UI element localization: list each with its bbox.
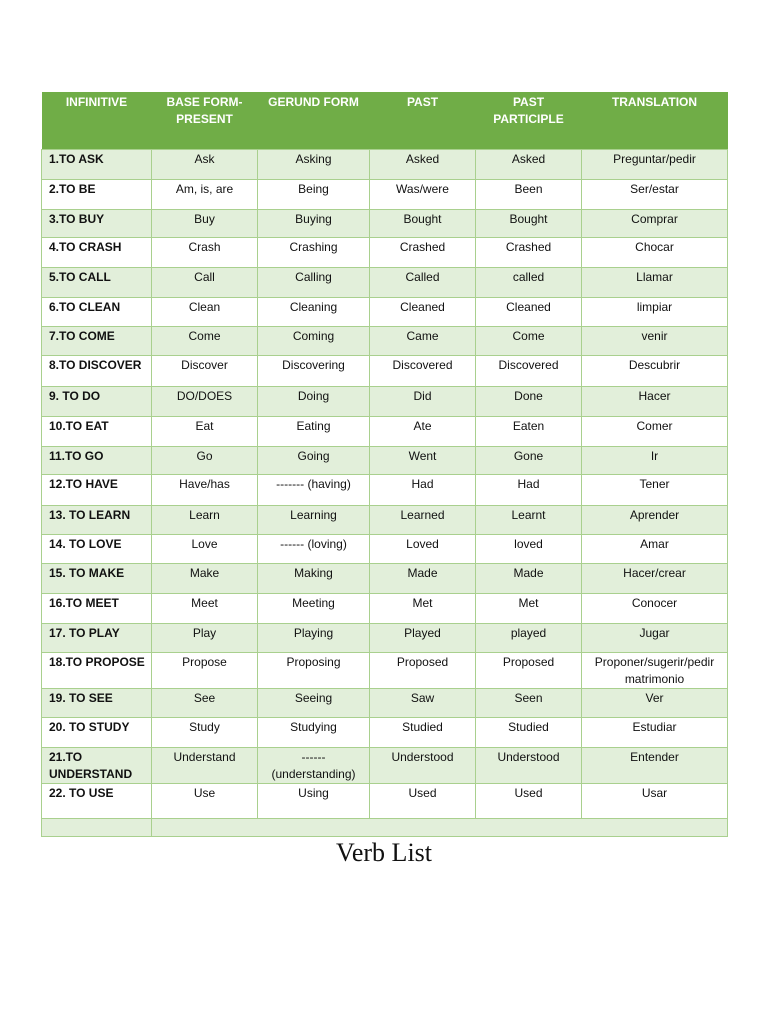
cell-base-form-present: Learn [152, 505, 258, 534]
table-row [42, 179, 728, 209]
cell-translation: Chocar [582, 237, 728, 267]
verb-table [41, 92, 728, 837]
cell-translation: Amar [582, 534, 728, 563]
cell-gerund-form: ------ (loving) [258, 534, 370, 563]
header-past-participle: PAST PARTICIPLE [476, 92, 582, 149]
cell-base-form-present: Propose [152, 652, 258, 688]
cell-translation: Tener [582, 474, 728, 505]
table-row [42, 416, 728, 446]
cell-gerund-form: Making [258, 563, 370, 593]
cell-translation: Aprender [582, 505, 728, 534]
table-row [42, 534, 728, 563]
cell-past: Was/were [370, 179, 476, 209]
cell-gerund-form: Crashing [258, 237, 370, 267]
cell-translation: Hacer [582, 386, 728, 416]
cell-base-form-present: Crash [152, 237, 258, 267]
cell-translation: Estudiar [582, 717, 728, 747]
cell-past-participle: Seen [476, 688, 582, 717]
cell-translation: Usar [582, 783, 728, 818]
cell-past-participle: Proposed [476, 652, 582, 688]
cell-infinitive: 14. TO LOVE [42, 534, 152, 563]
cell-translation: venir [582, 326, 728, 355]
cell-past: Bought [370, 209, 476, 237]
cell-base-form-present: Make [152, 563, 258, 593]
cell-infinitive: 4.TO CRASH [42, 237, 152, 267]
table-row [42, 474, 728, 505]
cell-gerund-form: Playing [258, 623, 370, 652]
cell-gerund-form: Studying [258, 717, 370, 747]
cell-past: Crashed [370, 237, 476, 267]
cell-infinitive: 9. TO DO [42, 386, 152, 416]
cell-base-form-present: Love [152, 534, 258, 563]
cell-infinitive: 21.TO UNDERSTAND [42, 747, 152, 783]
cell-past: Had [370, 474, 476, 505]
cell-gerund-form: Being [258, 179, 370, 209]
cell-infinitive: 13. TO LEARN [42, 505, 152, 534]
table-row [42, 446, 728, 474]
cell-gerund-form: Discovering [258, 355, 370, 386]
table-row [42, 355, 728, 386]
cell-past: Discovered [370, 355, 476, 386]
cell-base-form-present: Discover [152, 355, 258, 386]
cell-base-form-present: Eat [152, 416, 258, 446]
table-row [42, 267, 728, 297]
cell-base-form-present: Come [152, 326, 258, 355]
cell-base-form-present: Call [152, 267, 258, 297]
cell-base-form-present: Use [152, 783, 258, 818]
cell-translation: Comprar [582, 209, 728, 237]
cell-past-participle: Eaten [476, 416, 582, 446]
table-row [42, 149, 728, 179]
cell-infinitive: 11.TO GO [42, 446, 152, 474]
cell-past: Asked [370, 149, 476, 179]
cell-translation: Proponer/sugerir/pedir matrimonio [582, 652, 728, 688]
cell-infinitive: 2.TO BE [42, 179, 152, 209]
cell-gerund-form: Buying [258, 209, 370, 237]
table-row [42, 623, 728, 652]
cell-past-participle: Asked [476, 149, 582, 179]
cell-past-participle: called [476, 267, 582, 297]
cell-past: Did [370, 386, 476, 416]
cell-gerund-form: Asking [258, 149, 370, 179]
cell-past: Cleaned [370, 297, 476, 326]
cell-past-participle: Learnt [476, 505, 582, 534]
cell-base-form-present: Understand [152, 747, 258, 783]
cell-translation: Hacer/crear [582, 563, 728, 593]
cell-infinitive: 10.TO EAT [42, 416, 152, 446]
table-row [42, 297, 728, 326]
cell-past-participle: Been [476, 179, 582, 209]
table-row [42, 386, 728, 416]
cell-past: Called [370, 267, 476, 297]
cell-past: Ate [370, 416, 476, 446]
cell-gerund-form: ------ (understanding) [258, 747, 370, 783]
cell-gerund-form: Learning [258, 505, 370, 534]
cell-gerund-form: Seeing [258, 688, 370, 717]
cell-past-participle: Cleaned [476, 297, 582, 326]
cell-gerund-form: Proposing [258, 652, 370, 688]
cell-base-form-present: Study [152, 717, 258, 747]
empty-cell [42, 818, 152, 836]
cell-past: Proposed [370, 652, 476, 688]
cell-past: Understood [370, 747, 476, 783]
table-row [42, 747, 728, 783]
header-gerund-form: GERUND FORM [258, 92, 370, 149]
table-row [42, 237, 728, 267]
cell-infinitive: 7.TO COME [42, 326, 152, 355]
cell-past-participle: Made [476, 563, 582, 593]
cell-base-form-present: Go [152, 446, 258, 474]
cell-past-participle: Done [476, 386, 582, 416]
cell-infinitive: 1.TO ASK [42, 149, 152, 179]
header-past: PAST [370, 92, 476, 149]
cell-past: Went [370, 446, 476, 474]
cell-past-participle: Met [476, 593, 582, 623]
table-row [42, 593, 728, 623]
empty-cell [152, 818, 728, 836]
cell-gerund-form: Doing [258, 386, 370, 416]
cell-base-form-present: Ask [152, 149, 258, 179]
cell-base-form-present: Am, is, are [152, 179, 258, 209]
table-row [42, 563, 728, 593]
cell-base-form-present: DO/DOES [152, 386, 258, 416]
cell-past-participle: Understood [476, 747, 582, 783]
cell-past: Loved [370, 534, 476, 563]
cell-translation: Jugar [582, 623, 728, 652]
cell-infinitive: 8.TO DISCOVER [42, 355, 152, 386]
cell-infinitive: 20. TO STUDY [42, 717, 152, 747]
header-infinitive: INFINITIVE [42, 92, 152, 149]
cell-infinitive: 18.TO PROPOSE [42, 652, 152, 688]
cell-gerund-form: Going [258, 446, 370, 474]
cell-past-participle: loved [476, 534, 582, 563]
table-row-empty [42, 818, 728, 836]
table-header-row [42, 92, 728, 149]
cell-infinitive: 19. TO SEE [42, 688, 152, 717]
cell-infinitive: 15. TO MAKE [42, 563, 152, 593]
cell-infinitive: 5.TO CALL [42, 267, 152, 297]
cell-translation: Descubrir [582, 355, 728, 386]
cell-past-participle: Discovered [476, 355, 582, 386]
cell-base-form-present: Clean [152, 297, 258, 326]
cell-infinitive: 12.TO HAVE [42, 474, 152, 505]
cell-translation: Ver [582, 688, 728, 717]
cell-base-form-present: See [152, 688, 258, 717]
cell-gerund-form: Meeting [258, 593, 370, 623]
cell-past-participle: Crashed [476, 237, 582, 267]
cell-past: Played [370, 623, 476, 652]
cell-translation: Preguntar/pedir [582, 149, 728, 179]
cell-past-participle: Had [476, 474, 582, 505]
cell-past-participle: played [476, 623, 582, 652]
cell-past: Studied [370, 717, 476, 747]
cell-past: Learned [370, 505, 476, 534]
cell-translation: Conocer [582, 593, 728, 623]
cell-gerund-form: Calling [258, 267, 370, 297]
cell-past: Used [370, 783, 476, 818]
header-base-form-present: BASE FORM- PRESENT [152, 92, 258, 149]
header-translation: TRANSLATION [582, 92, 728, 149]
cell-infinitive: 3.TO BUY [42, 209, 152, 237]
cell-gerund-form: Eating [258, 416, 370, 446]
cell-gerund-form: Cleaning [258, 297, 370, 326]
cell-translation: Ir [582, 446, 728, 474]
cell-infinitive: 22. TO USE [42, 783, 152, 818]
table-row [42, 688, 728, 717]
cell-infinitive: 6.TO CLEAN [42, 297, 152, 326]
table-row [42, 783, 728, 818]
cell-translation: Llamar [582, 267, 728, 297]
cell-translation: Ser/estar [582, 179, 728, 209]
cell-infinitive: 17. TO PLAY [42, 623, 152, 652]
cell-past-participle: Studied [476, 717, 582, 747]
cell-past-participle: Used [476, 783, 582, 818]
cell-translation: Entender [582, 747, 728, 783]
cell-gerund-form: Using [258, 783, 370, 818]
cell-translation: limpiar [582, 297, 728, 326]
cell-base-form-present: Buy [152, 209, 258, 237]
table-row [42, 652, 728, 688]
cell-past-participle: Bought [476, 209, 582, 237]
cell-past: Met [370, 593, 476, 623]
cell-base-form-present: Meet [152, 593, 258, 623]
cell-gerund-form: Coming [258, 326, 370, 355]
cell-base-form-present: Have/has [152, 474, 258, 505]
cell-past: Saw [370, 688, 476, 717]
cell-past-participle: Gone [476, 446, 582, 474]
table-row [42, 209, 728, 237]
table-row [42, 717, 728, 747]
cell-past-participle: Come [476, 326, 582, 355]
table-row [42, 505, 728, 534]
page-caption: Verb List [335, 838, 433, 867]
table-body [42, 149, 728, 836]
cell-past: Made [370, 563, 476, 593]
cell-past: Came [370, 326, 476, 355]
cell-gerund-form: ------- (having) [258, 474, 370, 505]
cell-base-form-present: Play [152, 623, 258, 652]
cell-infinitive: 16.TO MEET [42, 593, 152, 623]
cell-translation: Comer [582, 416, 728, 446]
table-row [42, 326, 728, 355]
